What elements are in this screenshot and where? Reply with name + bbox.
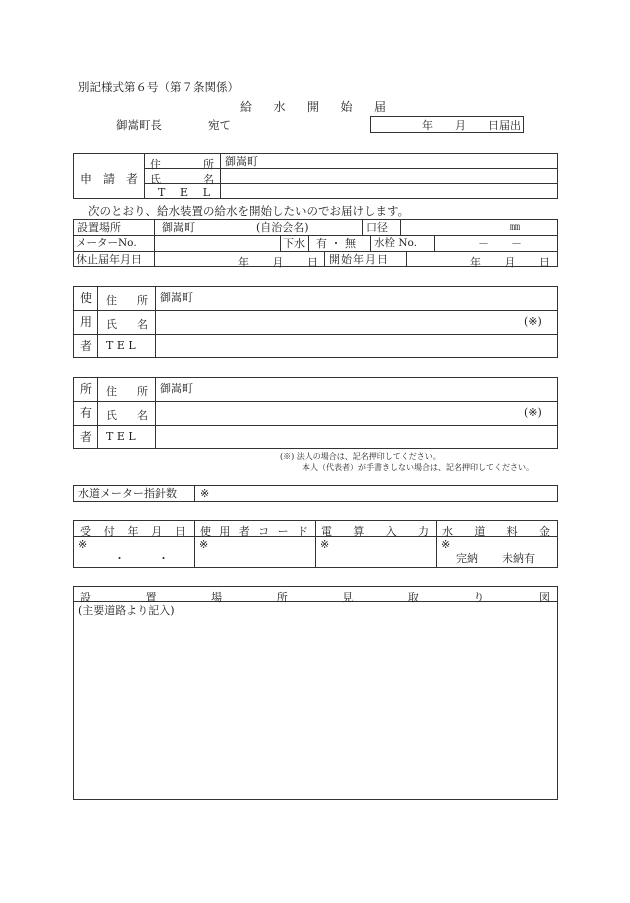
applicant-label-char: 請: [102, 172, 115, 186]
diameter-label: 口径: [366, 221, 388, 234]
user-side-char-3: 者: [80, 339, 93, 353]
applicant-label: [80, 170, 138, 187]
start-date-field[interactable]: [470, 254, 550, 270]
location-map-title-char: り: [473, 591, 485, 604]
paid-option[interactable]: 完納: [456, 552, 478, 565]
owner-side-char-3: 者: [80, 430, 93, 444]
location-map-title: [80, 589, 550, 605]
form-title: [240, 98, 386, 115]
location-map-title-char: 見: [342, 591, 354, 604]
header-user-code-char: 用: [219, 525, 231, 538]
owner-name-label: [106, 407, 148, 423]
location-map-title-char: 設: [80, 591, 91, 604]
header-water-fee-char: 道: [474, 525, 486, 538]
owner-name-mark: (※): [524, 406, 542, 419]
header-water-fee-char: 金: [538, 525, 550, 538]
form-title-char: 始: [340, 100, 353, 114]
owner-address-label-char: 所: [137, 385, 148, 398]
user-side-char-2: 用: [80, 315, 93, 329]
owner-tel-field[interactable]: [156, 426, 556, 448]
header-computer-input: [321, 523, 429, 539]
user-address-value[interactable]: 御嵩町: [160, 291, 193, 304]
owner-address-label: [106, 383, 148, 399]
applicant-address-label-char: 所: [203, 158, 214, 171]
owner-address-label-char: 住: [106, 385, 117, 398]
applicant-name-field[interactable]: [221, 169, 557, 183]
location-map-title-char: 場: [211, 591, 223, 604]
owner-side-char-2: 有: [80, 406, 93, 420]
header-water-fee: [442, 523, 550, 539]
location-map-title-char: 取: [407, 591, 419, 604]
addressee-suffix: 宛て: [208, 118, 231, 132]
location-map-title-char: 置: [145, 591, 157, 604]
owner-name-label-char: 名: [137, 409, 148, 422]
start-date-field-char: 日: [539, 256, 550, 269]
meter-no-field[interactable]: [155, 236, 279, 250]
stop-date-field-char: 年: [238, 256, 249, 269]
stop-date-field-char: 日: [307, 256, 318, 269]
header-reception-date-char: 日: [175, 525, 186, 538]
owner-side-char-1: 所: [80, 382, 93, 396]
stop-date-field-char: 月: [272, 256, 284, 269]
applicant-name-label-char: 氏: [150, 173, 161, 186]
reception-date-dots[interactable]: ・ ・: [114, 552, 169, 565]
user-tel-field[interactable]: [156, 335, 556, 357]
addressee: 御嵩町長: [116, 118, 162, 132]
header-user-code-char: コ: [258, 525, 270, 538]
applicant-name-label: [150, 171, 214, 187]
owner-address-value[interactable]: 御嵩町: [160, 382, 193, 395]
form-title-char: 届: [373, 100, 386, 114]
applicant-name-label-char: 名: [203, 173, 214, 186]
applicant-tel-label-char: T: [158, 186, 166, 199]
applicant-tel-label: [158, 186, 210, 199]
hydrant-label: 水栓 No.: [374, 237, 417, 249]
header-user-code-char: ー: [277, 525, 289, 538]
header-user-code-char: 使: [200, 525, 211, 538]
header-user-code-char: 者: [238, 525, 250, 538]
header-computer-input-char: 力: [417, 525, 429, 538]
unpaid-option[interactable]: 未納有: [502, 552, 535, 565]
computer-input-mark[interactable]: ※: [320, 538, 330, 551]
user-code-mark[interactable]: ※: [199, 538, 209, 551]
user-name-label-char: 名: [137, 318, 148, 331]
form-number: 別記様式第６号（第７条関係）: [78, 80, 239, 94]
owner-name-label-char: 氏: [106, 409, 117, 422]
user-name-label: [106, 316, 148, 332]
applicant-tel-label-char: E: [180, 186, 189, 199]
meter-reading-mark[interactable]: ※: [200, 487, 210, 500]
stop-date-label: 休止届年月日: [76, 253, 142, 266]
reception-date-mark: ※: [78, 538, 88, 551]
user-address-label: [106, 292, 148, 308]
location-map-drawing-area[interactable]: [74, 620, 557, 799]
start-date-field-char: 月: [504, 256, 516, 269]
sewer-options[interactable]: 有 ・ 無: [316, 237, 356, 250]
applicant-label-char: 申: [80, 172, 93, 186]
form-title-char: 給: [240, 100, 253, 114]
header-reception-date-char: 受: [80, 525, 91, 538]
owner-tel-label: T E L: [106, 430, 136, 443]
start-date-label: 開始年月日: [329, 253, 389, 266]
owner-name-field[interactable]: [156, 402, 516, 424]
sewer-label: 下水: [283, 237, 305, 250]
date-field[interactable]: [370, 116, 524, 133]
meter-reading-label: 水道メーター指針数: [78, 487, 177, 500]
applicant-address-value[interactable]: 御嵩町: [225, 155, 258, 168]
user-side-char-1: 使: [80, 291, 93, 305]
header-reception-date-char: 月: [151, 525, 163, 538]
install-place-value[interactable]: 御嵩町: [162, 221, 195, 234]
stop-date-field[interactable]: [238, 254, 318, 270]
user-address-label-char: 所: [137, 294, 148, 307]
user-name-field[interactable]: [156, 311, 516, 333]
header-water-fee-char: 料: [506, 525, 518, 538]
header-water-fee-char: 水: [442, 525, 453, 538]
user-name-mark: (※): [524, 315, 542, 328]
location-map-title-char: 所: [276, 591, 288, 604]
start-date-field-char: 年: [470, 256, 481, 269]
location-map-title-char: 図: [538, 591, 550, 604]
header-reception-date-char: 付: [103, 525, 115, 538]
user-name-label-char: 氏: [106, 318, 117, 331]
header-user-code: [200, 523, 308, 539]
header-reception-date: [80, 523, 186, 539]
applicant-address-label: [150, 156, 214, 172]
water-fee-mark: ※: [441, 538, 451, 551]
header-computer-input-char: 電: [321, 525, 332, 538]
header-reception-date-char: 年: [127, 525, 139, 538]
user-tel-label: T E L: [106, 339, 136, 352]
diameter-unit: ㎜: [510, 222, 520, 233]
header-computer-input-char: 入: [385, 525, 397, 538]
applicant-tel-label-char: L: [202, 186, 210, 199]
applicant-address-label-char: 住: [150, 158, 161, 171]
intro-text: 次のとおり、給水装置の給水を開始したいのでお届けします。: [88, 204, 410, 218]
user-address-label-char: 住: [106, 294, 117, 307]
install-place-label: 設置場所: [77, 221, 121, 234]
applicant-tel-field[interactable]: [221, 184, 557, 198]
association-label: (自治会名): [256, 221, 309, 234]
location-map-note: (主要道路より記入): [78, 604, 175, 617]
form-title-char: 水: [273, 100, 286, 114]
header-computer-input-char: 算: [353, 525, 365, 538]
note-corporation: (※) 法人の場合は、記名押印してください。: [280, 452, 441, 461]
meter-no-label: メーターNo.: [76, 237, 137, 249]
header-user-code-char: ド: [296, 525, 308, 538]
hydrant-dashes[interactable]: － －: [478, 237, 522, 250]
note-representative: 本人（代表者）が手書きしない場合は、記名押印してください。: [302, 463, 534, 472]
form-title-char: 開: [306, 100, 319, 114]
applicant-label-char: 者: [125, 172, 138, 186]
date-field-label: 年 月 日届出: [422, 119, 521, 132]
